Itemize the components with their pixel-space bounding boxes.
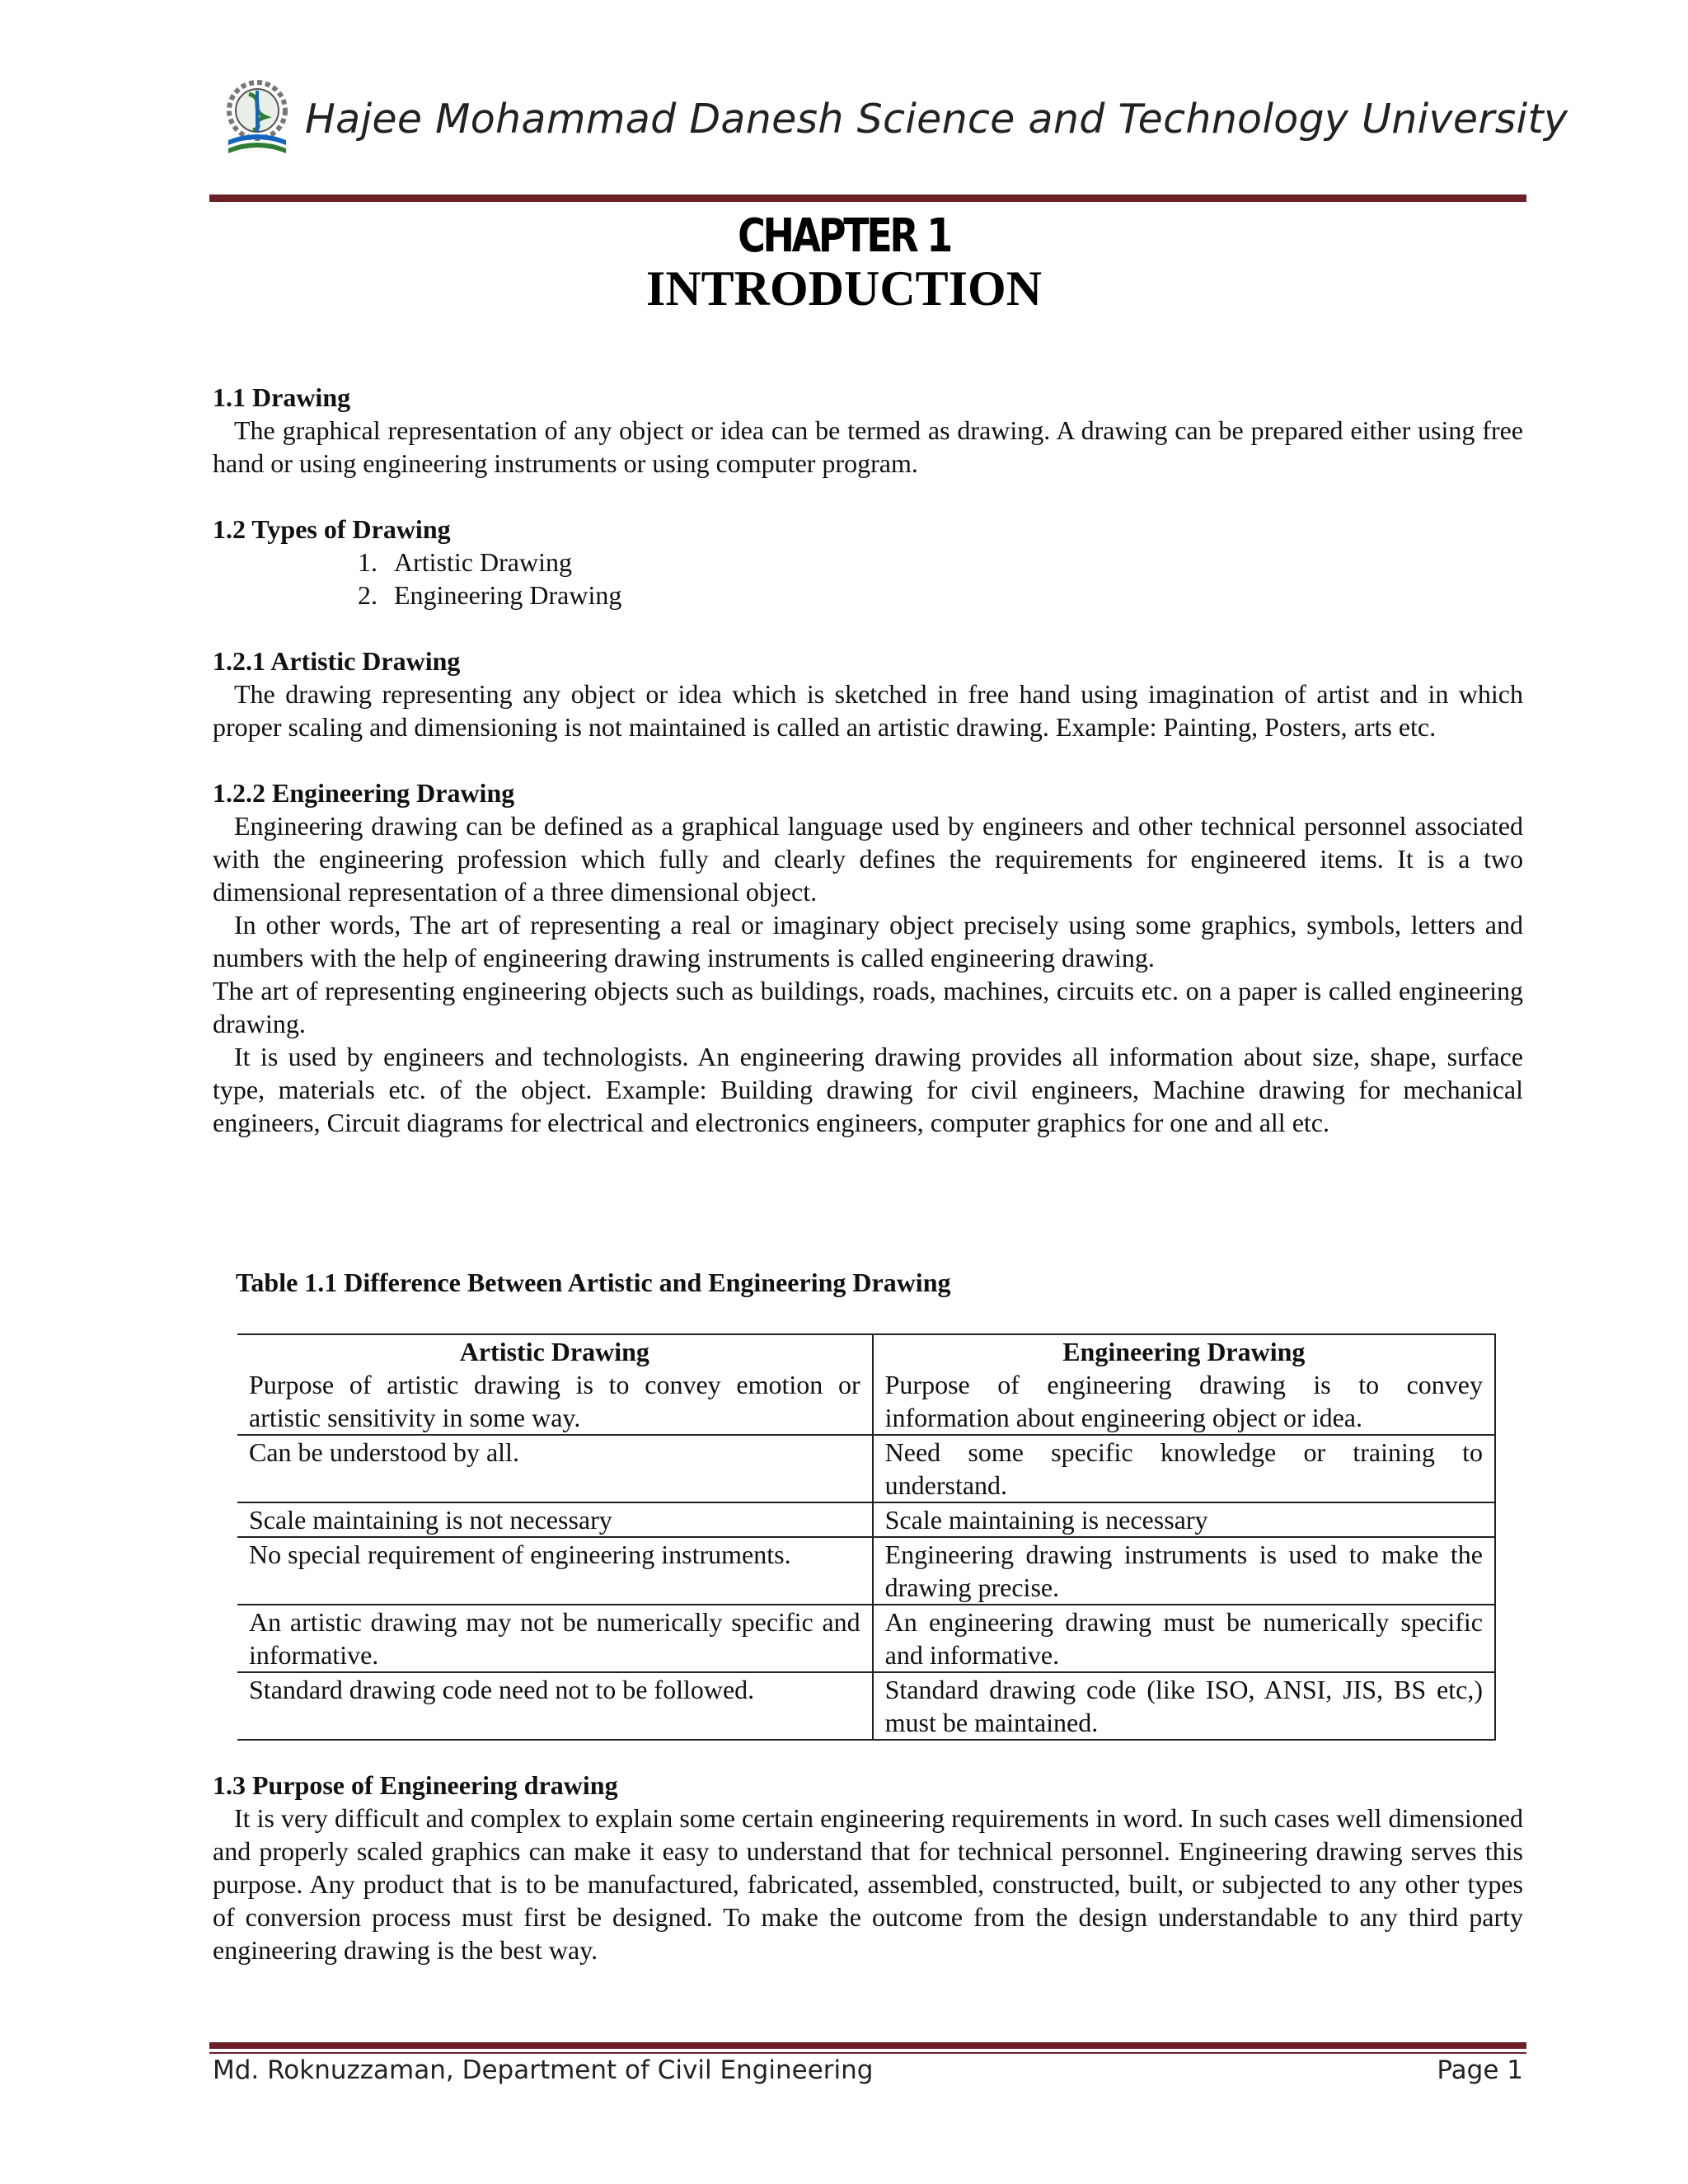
table-row: [237, 1435, 1495, 1502]
table-row: [237, 1368, 1495, 1435]
chapter-title: INTRODUCTION: [645, 261, 1043, 316]
section-heading-1-2: 1.2 Types of Drawing: [213, 514, 451, 544]
table-cell: Need some specific knowledge or training to understand.: [873, 1435, 1495, 1502]
section-paragraph: The art of representing engineering objects such as buildings, roads, machines, circuits etc. on a paper is called engineering drawing.: [213, 976, 1523, 1038]
section-heading-1-2-2: 1.2.2 Engineering Drawing: [213, 778, 515, 808]
table-cell: An engineering drawing must be numerically specific and informative.: [873, 1605, 1495, 1672]
main-content: [213, 381, 1523, 1139]
header-divider: [209, 194, 1526, 202]
list-item: 1. Artistic Drawing: [384, 546, 1523, 579]
table-row: [237, 1605, 1495, 1672]
table-row: [237, 1537, 1495, 1605]
table-header-artistic: Artistic Drawing: [237, 1334, 873, 1368]
table-caption: Table 1.1 Difference Between Artistic and Engineering Drawing: [236, 1268, 951, 1297]
section-heading-1-1: 1.1 Drawing: [213, 382, 351, 412]
table-cell: Can be understood by all.: [237, 1435, 873, 1502]
chapter-label: CHAPTER 1: [738, 209, 950, 263]
table-row: [237, 1672, 1495, 1740]
footer-author: Md. Roknuzzaman, Department of Civil Engineering: [213, 2055, 874, 2085]
section-body-1-3: It is very difficult and complex to explain some certain engineering requirements in word. In such cases well dimensioned and properly scaled graphics can make it easy to understand that for technical personnel. Engineering drawing serves this purpose. Any product that is to be manufactured, fabricated, assembled, constructed, built, or subjected to any other types of conversion process must first be designed. To make the outcome from the design understandable to any third party engineering drawing is the best way.: [213, 1803, 1523, 1965]
table-cell: Scale maintaining is necessary: [873, 1502, 1495, 1537]
section-body-1-1: The graphical representation of any object or idea can be termed as drawing. A drawing can be prepared either using free hand or using engineering instruments or using computer program.: [213, 415, 1523, 478]
footer-divider-thin: [209, 2052, 1526, 2054]
section-heading-1-2-1: 1.2.1 Artistic Drawing: [213, 646, 461, 676]
list-item: 2. Engineering Drawing: [384, 579, 1523, 612]
table-cell: Standard drawing code need not to be followed.: [237, 1672, 873, 1740]
table-cell: Engineering drawing instruments is used to make the drawing precise.: [873, 1537, 1495, 1605]
section-heading-1-3: 1.3 Purpose of Engineering drawing: [213, 1770, 618, 1800]
comparison-table: [237, 1333, 1496, 1741]
purpose-section: [213, 1769, 1523, 1966]
section-paragraph: It is used by engineers and technologists. An engineering drawing provides all information about size, shape, surface type, materials etc. of the object. Example: Building drawing for civil engineers, Machine drawing for mechanical engineers, Circuit diagrams for electrical and electronics engineers, computer graphics for one and all etc.: [213, 1042, 1523, 1137]
section-paragraph: Engineering drawing can be defined as a graphical language used by engineers and other technical personnel associated with the engineering profession which fully and clearly defines the requirements for engineered items. It is a two dimensional representation of a three dimensional object.: [213, 811, 1523, 907]
table-row: [237, 1502, 1495, 1537]
header-university-name: Hajee Mohammad Danesh Science and Technology University: [305, 96, 1568, 143]
university-emblem-icon: [220, 76, 294, 158]
table-cell: Purpose of engineering drawing is to convey information about engineering object or idea.: [873, 1368, 1495, 1435]
section-paragraph: In other words, The art of representing a real or imaginary object precisely using some graphics, symbols, letters and numbers with the help of engineering drawing instruments is called engineering drawing.: [213, 910, 1523, 972]
footer-divider: [209, 2042, 1526, 2049]
page-number: Page 1: [1437, 2055, 1523, 2085]
table-header-engineering: Engineering Drawing: [873, 1334, 1495, 1368]
table-cell: Purpose of artistic drawing is to convey emotion or artistic sensitivity in some way.: [249, 1370, 860, 1432]
page-header: [216, 73, 1568, 163]
table-cell: An artistic drawing may not be numerically specific and informative.: [237, 1605, 873, 1672]
table-cell: Standard drawing code (like ISO, ANSI, JIS, BS etc,) must be maintained.: [873, 1672, 1495, 1740]
table-cell: Scale maintaining is not necessary: [237, 1502, 873, 1537]
table-cell: No special requirement of engineering instruments.: [237, 1537, 873, 1605]
drawing-types-list: [351, 546, 1523, 612]
section-body-1-2-1: The drawing representing any object or idea which is sketched in free hand using imagination of artist and in which proper scaling and dimensioning is not maintained is called an artistic drawing. Example: Painting, Posters, arts etc.: [213, 679, 1523, 742]
